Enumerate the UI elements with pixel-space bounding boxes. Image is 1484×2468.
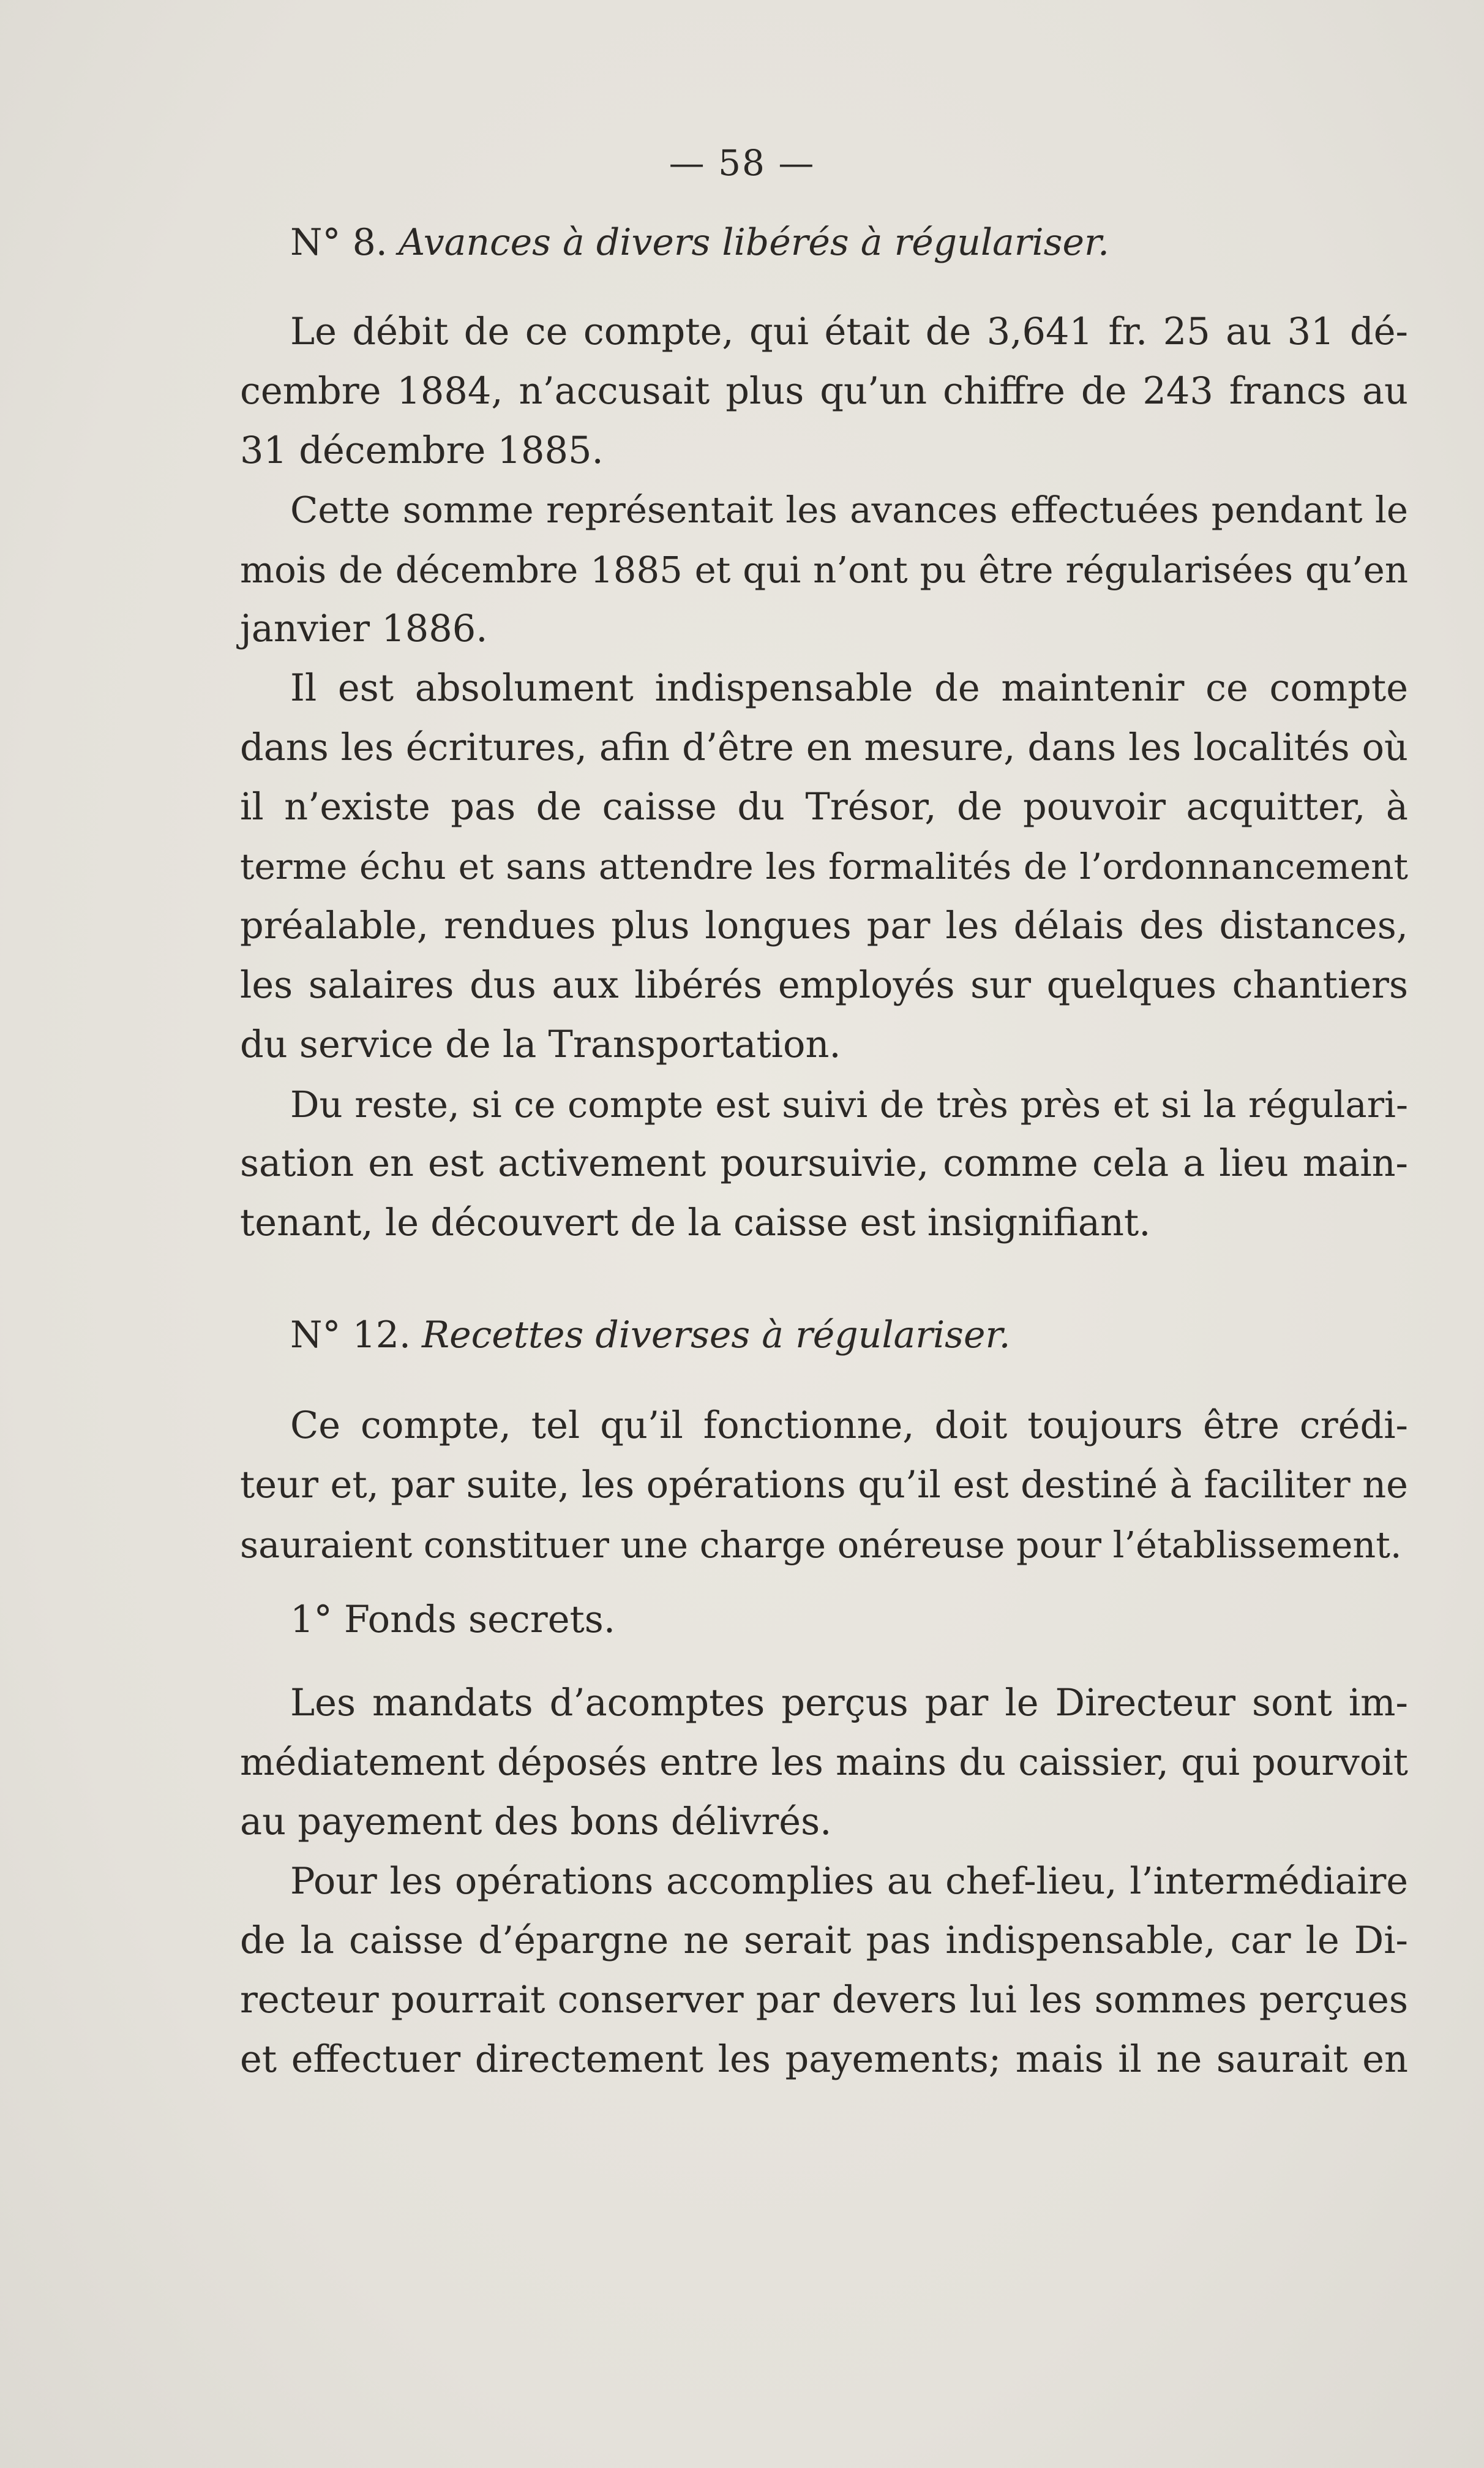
text-line: terme échu et sans attendre les formalités de l’ordonnancement — [240, 846, 1408, 887]
text-line: médiatement déposés entre les mains du caissier, qui pourvoit — [240, 1741, 1408, 1784]
text-line: au payement des bons délivrés. — [240, 1800, 832, 1843]
text-line: Cette somme représentait les avances effectuées pendant le — [290, 489, 1408, 532]
page-number: — 58 — — [669, 142, 815, 184]
paragraph — [240, 303, 1408, 481]
text-line: Le débit de ce compte, qui était de 3,641 fr. 25 au 31 dé- — [290, 310, 1408, 353]
text-line: tenant, le découvert de la caisse est insignifiant. — [240, 1202, 1151, 1244]
section-body-fonds-secrets — [240, 1674, 1408, 2090]
text-line: Du reste, si ce compte est suivi de très près et si la régulari- — [290, 1083, 1408, 1126]
text-line: Les mandats d’acomptes perçus par le Directeur sont im- — [290, 1682, 1408, 1725]
paragraph — [240, 1852, 1408, 2090]
text-line: préalable, rendues plus longues par les délais des distances, — [240, 905, 1408, 947]
text-line: sauraient constituer une charge onéreuse pour l’établissement. — [240, 1524, 1402, 1566]
section-number: N° 8. — [290, 221, 388, 264]
text-line: 31 décembre 1885. — [240, 429, 604, 472]
text-line: Pour les opérations accomplies au chef-lieu, l’intermédiaire — [290, 1860, 1408, 1903]
section-body-no12 — [240, 1396, 1408, 1574]
section-title: Recettes diverses à régulariser. — [422, 1314, 1011, 1356]
text-line: du service de la Transportation. — [240, 1023, 841, 1066]
text-line: sation en est activement poursuivie, comme cela a lieu main- — [240, 1142, 1408, 1185]
paragraph — [240, 1396, 1408, 1574]
section-number: N° 12. — [290, 1314, 411, 1356]
text-line: Ce compte, tel qu’il fonctionne, doit toujours être crédi- — [290, 1404, 1408, 1447]
section-heading-no12 — [290, 1311, 1011, 1360]
text-line: recteur pourrait conserver par devers lui les sommes perçues — [240, 1979, 1408, 2022]
text-line: dans les écritures, afin d’être en mesure, dans les localités où — [240, 726, 1408, 769]
section-title: Avances à divers libérés à régulariser. — [398, 221, 1110, 264]
paragraph — [240, 1075, 1408, 1253]
text-line: de la caisse d’épargne ne serait pas indispensable, car le Di- — [240, 1919, 1408, 1962]
text-line: les salaires dus aux libérés employés sur quelques chantiers — [240, 964, 1408, 1007]
paragraph — [240, 1590, 1408, 1650]
paragraph — [240, 1674, 1408, 1852]
subsection-heading: 1° Fonds secrets. — [290, 1598, 616, 1641]
text-line: janvier 1886. — [240, 608, 488, 650]
paragraph — [240, 481, 1408, 659]
text-line: Il est absolument indispensable de maintenir ce compte — [290, 667, 1408, 710]
section-heading-no8 — [290, 218, 1109, 267]
section-body-no8 — [240, 303, 1408, 1253]
text-line: teur et, par suite, les opérations qu’il est destiné à faciliter ne — [240, 1464, 1408, 1507]
text-line: mois de décembre 1885 et qui n’ont pu être régularisées qu’en — [240, 549, 1408, 591]
text-line: et effectuer directement les payements; mais il ne saurait en — [240, 2038, 1408, 2081]
text-line: il n’existe pas de caisse du Trésor, de pouvoir acquitter, à — [240, 786, 1408, 829]
text-line: cembre 1884, n’accusait plus qu’un chiffre de 243 francs au — [240, 370, 1408, 413]
paragraph — [240, 659, 1408, 1075]
subsection-heading-block — [240, 1590, 1408, 1650]
